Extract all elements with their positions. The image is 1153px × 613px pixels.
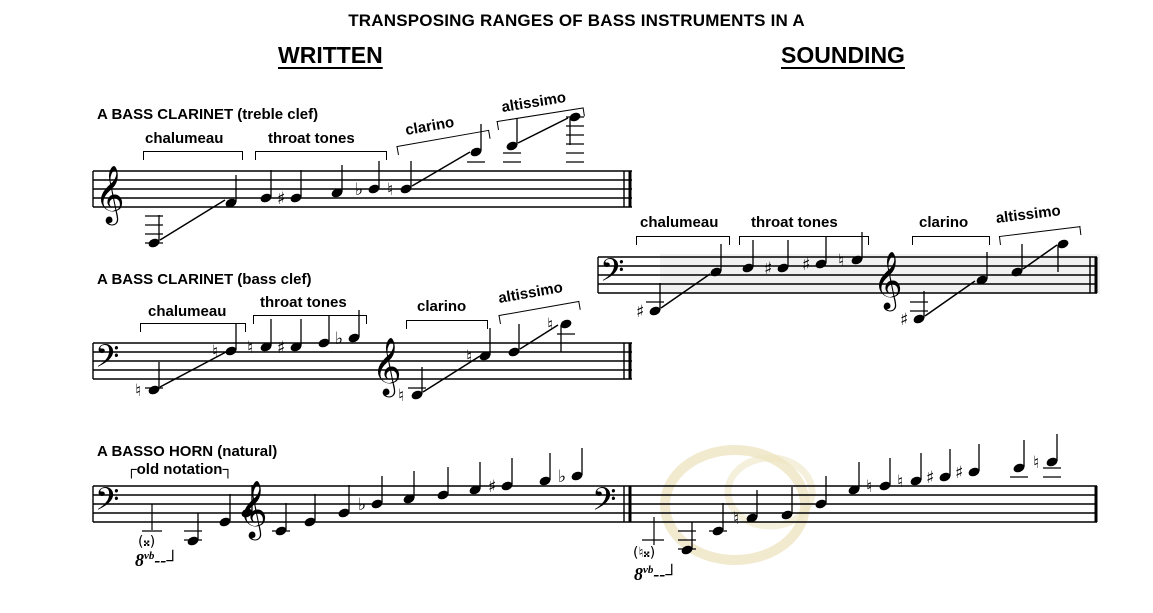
accidental: ♮ bbox=[1033, 453, 1040, 473]
accidental: ♮ bbox=[897, 472, 904, 492]
note-marks bbox=[95, 111, 1070, 561]
accidental: ♯ bbox=[277, 338, 286, 358]
accidental: ♮ bbox=[733, 509, 740, 529]
ottava-bassa-written: $8^{vb}‐‐┘$ bbox=[135, 550, 180, 570]
accidental: ♯ bbox=[277, 189, 286, 209]
accidental: ♯ bbox=[955, 463, 964, 483]
treble-clef: 𝄞 bbox=[873, 251, 903, 309]
accidental: ♮ bbox=[247, 338, 254, 358]
treble-clef: 𝄞 bbox=[238, 480, 268, 538]
accidental: ♯ bbox=[802, 255, 811, 275]
accidental: ♮ bbox=[398, 386, 405, 406]
glissando-line bbox=[412, 152, 470, 186]
register-chalumeau: chalumeau bbox=[148, 303, 227, 320]
bass-clef: 𝄢 bbox=[95, 481, 120, 525]
accidental: ♯ bbox=[900, 310, 909, 330]
accidental: ♯ bbox=[636, 302, 645, 322]
accidental: ♭ bbox=[558, 467, 567, 487]
parenthesized-note: (𝄪) bbox=[138, 534, 156, 550]
treble-clef: 𝄞 bbox=[95, 165, 125, 223]
accidental: ♭ bbox=[358, 495, 367, 515]
written-header: WRITTEN bbox=[278, 42, 383, 68]
sounding-header: SOUNDING bbox=[781, 42, 905, 68]
register-throat-tones: throat tones bbox=[751, 214, 838, 231]
treble-clef: 𝄞 bbox=[372, 337, 402, 395]
register-altissimo: altissimo bbox=[497, 278, 565, 307]
register-throat-tones: throat tones bbox=[268, 130, 355, 147]
register-altissimo: altissimo bbox=[994, 202, 1062, 227]
accidental: ♮ bbox=[466, 347, 473, 367]
register-chalumeau: chalumeau bbox=[145, 130, 224, 147]
glissando-line bbox=[518, 118, 568, 143]
staves bbox=[93, 171, 1097, 522]
accidental: ♯ bbox=[926, 468, 935, 488]
glissando-line bbox=[160, 200, 225, 240]
accidental: ♮ bbox=[547, 315, 554, 335]
accidental: ♭ bbox=[335, 329, 344, 349]
register-clarino: clarino bbox=[417, 298, 467, 315]
register-clarino: clarino bbox=[919, 214, 969, 231]
old-notation-label: ┌old notation┐ bbox=[126, 461, 234, 478]
bass-clef: 𝄢 bbox=[592, 481, 617, 525]
accidental: ♮ bbox=[866, 477, 873, 497]
label-bass-clarinet-treble: A BASS CLARINET (treble clef) bbox=[97, 106, 319, 123]
accidental: ♭ bbox=[355, 180, 364, 200]
register-throat-tones: throat tones bbox=[260, 294, 347, 311]
parenthesized-note: (♮𝄪) bbox=[633, 545, 656, 561]
register-chalumeau: chalumeau bbox=[640, 214, 719, 231]
page-title: TRANSPOSING RANGES OF BASS INSTRUMENTS IN A bbox=[348, 11, 805, 30]
bass-clef: 𝄢 bbox=[600, 252, 625, 296]
label-bass-clarinet-bass: A BASS CLARINET (bass clef) bbox=[97, 271, 312, 288]
register-altissimo: altissimo bbox=[500, 89, 568, 116]
accidental: ♮ bbox=[212, 342, 219, 362]
accidental: ♯ bbox=[764, 259, 773, 279]
accidental: ♯ bbox=[488, 477, 497, 497]
label-basso-horn: A BASSO HORN (natural) bbox=[97, 443, 278, 460]
register-clarino: clarino bbox=[404, 113, 456, 139]
accidental: ♮ bbox=[838, 251, 845, 271]
accidental: ♮ bbox=[135, 381, 142, 401]
accidental: ♮ bbox=[387, 180, 394, 200]
bass-clef: 𝄢 bbox=[95, 338, 120, 382]
ottava-bassa-sounding: $8^{vb}‐‐┘$ bbox=[634, 564, 679, 584]
